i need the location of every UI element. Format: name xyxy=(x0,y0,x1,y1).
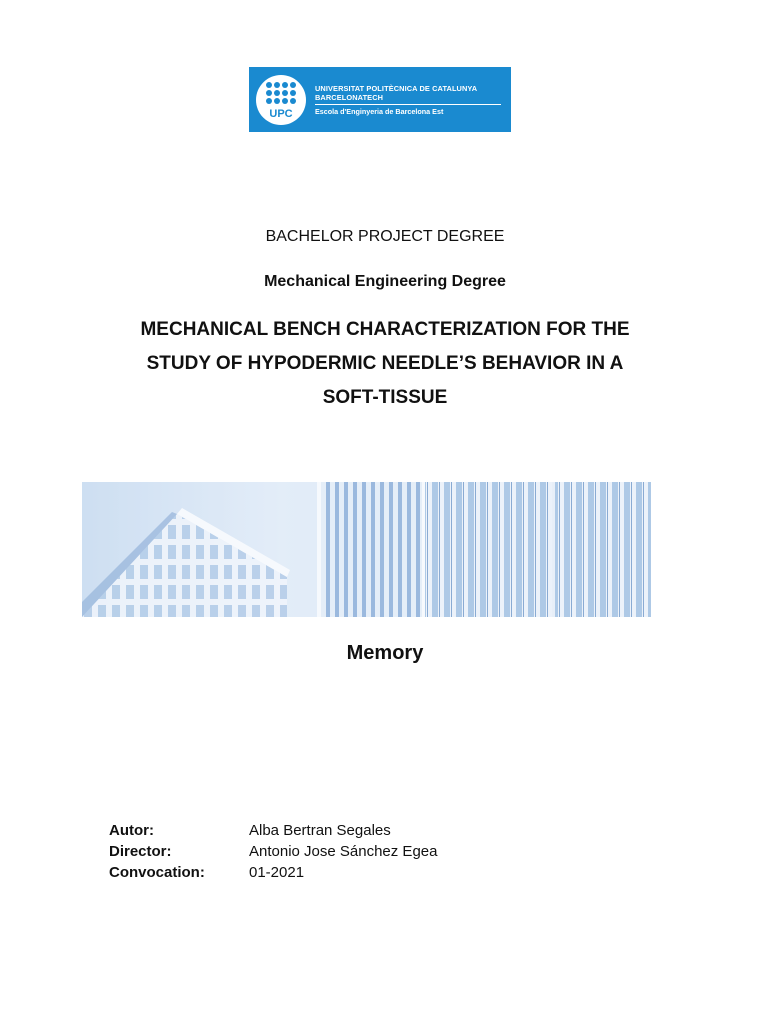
director-label: Director: xyxy=(109,843,172,860)
university-logo xyxy=(249,67,511,132)
title-line-2: STUDY OF HYPODERMIC NEEDLE’S BEHAVIOR IN A xyxy=(146,353,624,374)
upc-emblem-icon xyxy=(256,75,306,125)
title-line-3: SOFT-TISSUE xyxy=(322,387,448,408)
info-row-director xyxy=(109,841,437,862)
convocation-value: 01-2021 xyxy=(249,864,305,881)
logo-divider xyxy=(315,104,501,105)
info-row-author xyxy=(109,820,437,841)
building-banner-image xyxy=(82,482,651,617)
logo-school-name: Escola d'Enginyeria de Barcelona Est xyxy=(315,106,444,116)
degree-name: Mechanical Engineering Degree xyxy=(264,273,506,290)
author-label: Autor: xyxy=(109,822,154,839)
info-row-convocation xyxy=(109,862,437,883)
emblem-text: UPC xyxy=(269,107,293,120)
logo-subtitle: BARCELONATECH xyxy=(315,92,384,102)
title-line-1: MECHANICAL BENCH CHARACTERIZATION FOR THE xyxy=(140,319,630,340)
document-type-label: Memory xyxy=(346,642,424,664)
director-value: Antonio Jose Sánchez Egea xyxy=(249,843,438,860)
author-info xyxy=(109,820,437,883)
author-value: Alba Bertran Segales xyxy=(249,822,391,839)
logo-university-name: UNIVERSITAT POLITÈCNICA DE CATALUNYA xyxy=(315,83,478,93)
convocation-label: Convocation: xyxy=(109,864,205,881)
building-illustration xyxy=(82,482,651,617)
degree-type: BACHELOR PROJECT DEGREE xyxy=(265,228,505,245)
project-title xyxy=(120,313,650,415)
